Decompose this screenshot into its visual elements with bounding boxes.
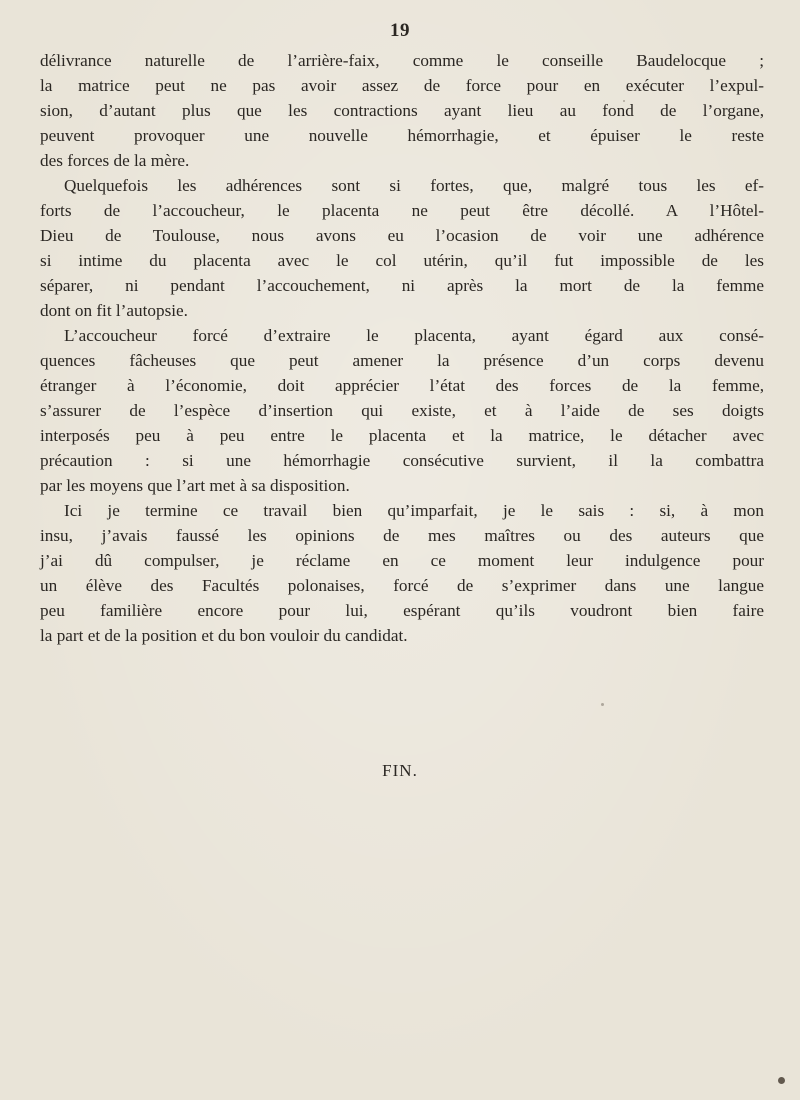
text-line: insu, j’avais faussé les opinions de mes maîtres ou des auteurs que <box>40 526 764 545</box>
paper-speck <box>623 100 625 102</box>
text-line: L’accoucheur forcé d’extraire le placenta, ayant égard aux consé- <box>64 326 764 345</box>
text-line: Dieu de Toulouse, nous avons eu l’ocasion de voir une adhérence <box>40 226 764 245</box>
text-line: quences fâcheuses que peut amener la présence d’un corps devenu <box>40 351 764 370</box>
text-line: sion, d’autant plus que les contractions ayant lieu au fond de l’organe, <box>40 101 764 120</box>
page-number: 19 <box>390 20 410 41</box>
text-line: peuvent provoquer une nouvelle hémorrhagie, et épuiser le reste <box>40 126 764 145</box>
text-line: s’assurer de l’espèce d’insertion qui existe, et à l’aide de ses doigts <box>40 401 764 420</box>
paper-speck <box>601 703 604 706</box>
text-line: Quelquefois les adhérences sont si fortes, que, malgré tous les ef- <box>64 176 764 195</box>
text-line: j’ai dû compulser, je réclame en ce moment leur indulgence pour <box>40 551 764 570</box>
text-line: la matrice peut ne pas avoir assez de force pour en exécuter l’expul- <box>40 76 764 95</box>
text-line: la part et de la position et du bon vouloir du candidat. <box>40 626 408 645</box>
text-line: Ici je termine ce travail bien qu’imparfait, je le sais : si, à mon <box>64 501 764 520</box>
text-line: si intime du placenta avec le col utérin, qu’il fut impossible de les <box>40 251 764 270</box>
text-line: précaution : si une hémorrhagie consécutive survient, il la combattra <box>40 451 764 470</box>
text-line: un élève des Facultés polonaises, forcé de s’exprimer dans une langue <box>40 576 764 595</box>
text-line: séparer, ni pendant l’accouchement, ni après la mort de la femme <box>40 276 764 295</box>
text-line: dont on fit l’autopsie. <box>40 301 188 320</box>
text-line: forts de l’accoucheur, le placenta ne peut être décollé. A l’Hôtel- <box>40 201 764 220</box>
text-line: peu familière encore pour lui, espérant qu’ils voudront bien faire <box>40 601 764 620</box>
text-line: délivrance naturelle de l’arrière-faix, comme le conseille Baudelocque ; <box>40 51 764 70</box>
text-line: par les moyens que l’art met à sa disposition. <box>40 476 350 495</box>
paper-speck <box>778 1077 785 1084</box>
end-mark: FIN. <box>382 761 418 780</box>
body-text <box>40 48 764 648</box>
text-line: interposés peu à peu entre le placenta et la matrice, le détacher avec <box>40 426 764 445</box>
text-line: des forces de la mère. <box>40 151 190 170</box>
text-line: étranger à l’économie, doit apprécier l’état des forces de la femme, <box>40 376 764 395</box>
